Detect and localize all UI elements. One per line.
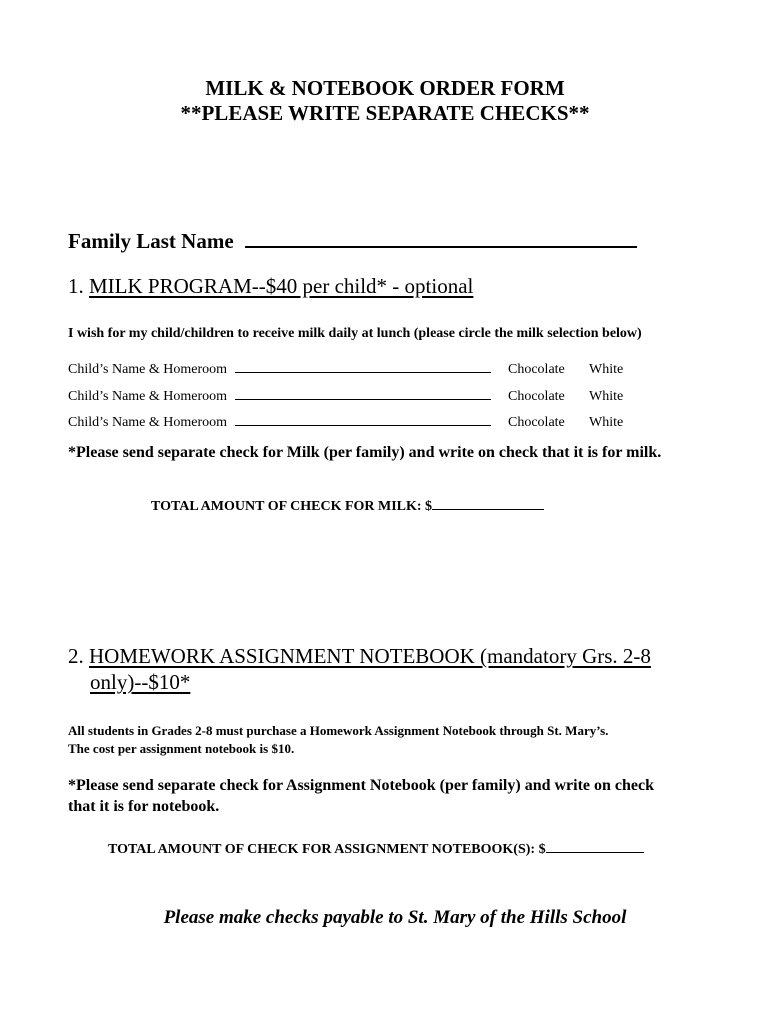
- notebook-section-heading: [68, 644, 651, 669]
- notebook-info-line1: All students in Grades 2-8 must purchase a Homework Assignment Notebook through St. Mary’s.: [68, 723, 609, 738]
- notebook-total-blank[interactable]: [546, 852, 644, 853]
- child-row-label: Child’s Name & Homeroom: [68, 389, 228, 404]
- child-row-label: Child’s Name & Homeroom: [68, 362, 228, 377]
- child-name-blank[interactable]: [235, 399, 491, 400]
- notebook-heading-line2: only)--$10*: [90, 670, 191, 694]
- milk-instruction: I wish for my child/children to receive milk daily at lunch (please circle the milk selection below): [68, 326, 642, 341]
- child-row-3[interactable]: [68, 415, 624, 431]
- notebook-heading-number: 2.: [68, 644, 84, 668]
- notebook-total-field[interactable]: [108, 842, 644, 858]
- family-name-label: Family Last Name: [68, 229, 234, 253]
- milk-heading-text: MILK PROGRAM--$40 per child* - optional: [89, 274, 474, 298]
- payable-note: Please make checks payable to St. Mary of the Hills School: [163, 907, 627, 928]
- notebook-heading-continued: [90, 670, 190, 695]
- milk-total-field[interactable]: [151, 499, 544, 515]
- milk-check-note: *Please send separate check for Milk (per family) and write on check that it is for milk.: [68, 444, 662, 461]
- chocolate-option[interactable]: Chocolate: [508, 415, 565, 430]
- white-option[interactable]: White: [589, 415, 624, 430]
- family-name-blank[interactable]: [245, 246, 637, 248]
- white-option[interactable]: White: [589, 389, 624, 404]
- form-subtitle: **PLEASE WRITE SEPARATE CHECKS**: [180, 101, 590, 125]
- milk-total-blank[interactable]: [432, 509, 544, 510]
- notebook-total-label: TOTAL AMOUNT OF CHECK FOR ASSIGNMENT NOTEBOOK(S): $: [108, 842, 546, 857]
- milk-total-label: TOTAL AMOUNT OF CHECK FOR MILK: $: [151, 499, 433, 514]
- milk-section-heading: [68, 274, 473, 299]
- notebook-check-note-line2: that it is for notebook.: [68, 798, 220, 815]
- family-name-field[interactable]: [68, 229, 637, 254]
- notebook-heading-line1: HOMEWORK ASSIGNMENT NOTEBOOK (mandatory Grs. 2-8: [89, 644, 651, 668]
- child-row-2[interactable]: [68, 389, 624, 405]
- milk-heading-number: 1.: [68, 274, 84, 298]
- white-option[interactable]: White: [589, 362, 624, 377]
- child-name-blank[interactable]: [235, 425, 491, 426]
- child-row-label: Child’s Name & Homeroom: [68, 415, 228, 430]
- notebook-check-note-line1: *Please send separate check for Assignment Notebook (per family) and write on check: [68, 777, 655, 794]
- child-name-blank[interactable]: [235, 372, 491, 373]
- notebook-info-line2: The cost per assignment notebook is $10.: [68, 741, 295, 756]
- child-row-1[interactable]: [68, 362, 624, 378]
- chocolate-option[interactable]: Chocolate: [508, 389, 565, 404]
- chocolate-option[interactable]: Chocolate: [508, 362, 565, 377]
- form-title: MILK & NOTEBOOK ORDER FORM: [205, 76, 565, 100]
